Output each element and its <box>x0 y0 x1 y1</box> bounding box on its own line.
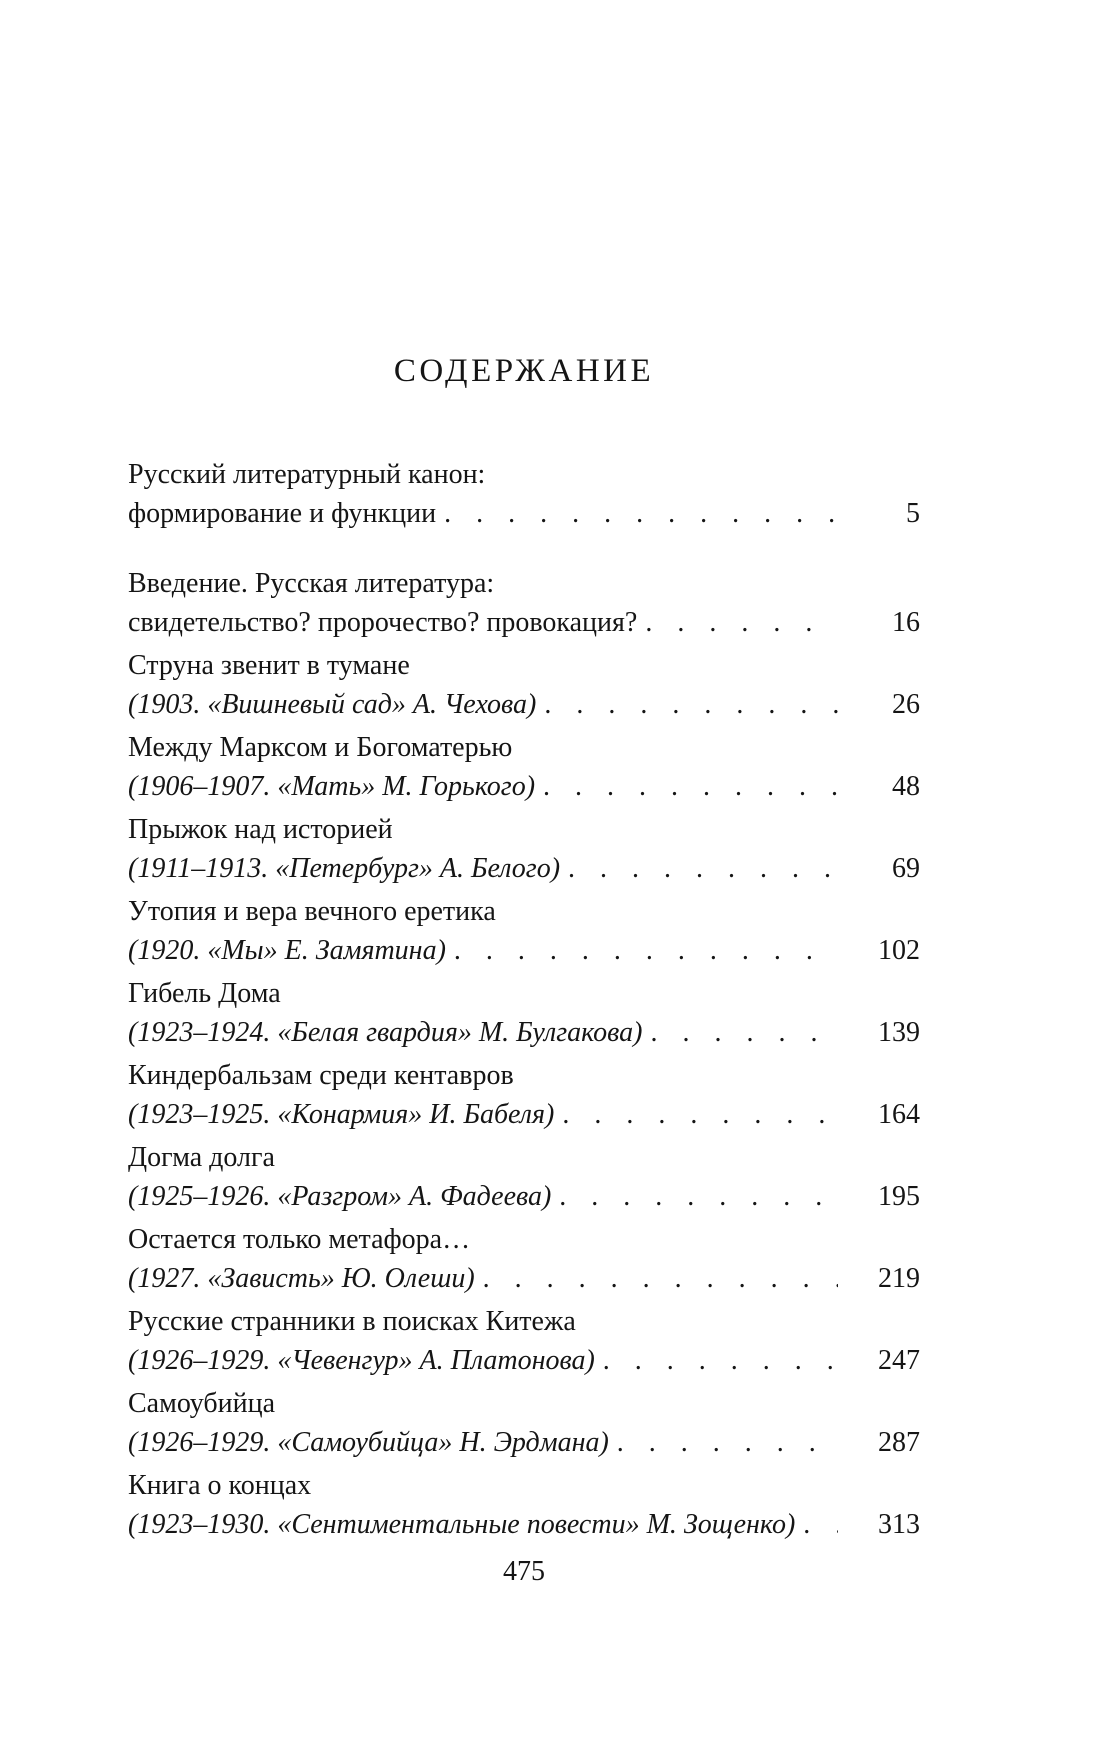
leader-dots <box>603 1341 838 1380</box>
leader-dots <box>544 685 838 724</box>
entry-page-number: 69 <box>892 853 920 884</box>
entry-subtitle-row <box>128 1259 920 1298</box>
toc-list <box>128 455 920 1548</box>
entry-subtitle-row <box>128 849 920 888</box>
entry-page-number: 139 <box>878 1017 920 1048</box>
entry-title: Прыжок над историей <box>128 814 393 845</box>
entry-subtitle: (1923–1925. «Конармия» И. Бабеля) <box>128 1099 555 1130</box>
entry-subtitle: формирование и функции <box>128 498 437 529</box>
entry-title: Русский литературный канон: <box>128 459 486 490</box>
entry-subtitle-row <box>128 767 920 806</box>
entry-title: Гибель Дома <box>128 978 281 1009</box>
entry-subtitle-row <box>128 494 920 533</box>
toc-entry <box>128 1466 920 1544</box>
entry-subtitle: (1923–1930. «Сентиментальные повести» М. Зощенко) <box>128 1509 796 1540</box>
leader-dots <box>559 1177 838 1216</box>
entry-title: Самоубийца <box>128 1388 276 1419</box>
entry-subtitle-row <box>128 1423 920 1462</box>
entry-page-number: 313 <box>878 1509 920 1540</box>
toc-entry <box>128 455 920 533</box>
toc-entry <box>128 892 920 970</box>
toc-entry <box>128 1056 920 1134</box>
toc-entry <box>128 564 920 642</box>
entry-page-number: 195 <box>878 1181 920 1212</box>
entry-page-number: 48 <box>892 771 920 802</box>
entry-title: Остается только метафора… <box>128 1224 471 1255</box>
entry-subtitle-row <box>128 1013 920 1052</box>
entry-subtitle: (1920. «Мы» Е. Замятина) <box>128 935 446 966</box>
entry-title: Введение. Русская литература: <box>128 568 495 599</box>
entry-title: Русские странники в поисках Китежа <box>128 1306 576 1337</box>
entry-subtitle: (1911–1913. «Петербург» А. Белого) <box>128 853 561 884</box>
entry-title: Струна звенит в тумане <box>128 650 410 681</box>
entry-page-number: 287 <box>878 1427 920 1458</box>
leader-dots <box>568 849 838 888</box>
leader-dots <box>562 1095 838 1134</box>
entry-page-number: 219 <box>878 1263 920 1294</box>
entry-title: Догма долга <box>128 1142 275 1173</box>
leader-dots <box>483 1259 838 1298</box>
leader-dots <box>454 931 838 970</box>
entry-page-number: 16 <box>892 607 920 638</box>
entry-subtitle-row <box>128 1341 920 1380</box>
toc-entry <box>128 1302 920 1380</box>
entry-subtitle: (1923–1924. «Белая гвардия» М. Булгакова) <box>128 1017 643 1048</box>
entry-subtitle-row <box>128 1505 920 1544</box>
leader-dots <box>543 767 838 806</box>
toc-entry <box>128 1138 920 1216</box>
leader-dots <box>650 1013 838 1052</box>
leader-dots <box>645 603 838 642</box>
entry-subtitle: (1927. «Зависть» Ю. Олеши) <box>128 1263 475 1294</box>
entry-subtitle-row <box>128 1177 920 1216</box>
folio-page-number: 475 <box>503 1556 545 1587</box>
entry-page-number: 247 <box>878 1345 920 1376</box>
entry-subtitle-row <box>128 603 920 642</box>
toc-entry <box>128 1384 920 1462</box>
entry-subtitle: (1926–1929. «Чевенгур» А. Платонова) <box>128 1345 595 1376</box>
toc-entry <box>128 1220 920 1298</box>
page-title: СОДЕРЖАНИЕ <box>393 353 655 389</box>
entry-title: Утопия и вера вечного еретика <box>128 896 496 927</box>
entry-page-number: 164 <box>878 1099 920 1130</box>
entry-subtitle-row <box>128 931 920 970</box>
leader-dots <box>617 1423 838 1462</box>
entry-page-number: 5 <box>906 498 920 529</box>
toc-entry <box>128 728 920 806</box>
entry-title: Между Марксом и Богоматерью <box>128 732 513 763</box>
leader-dots <box>444 494 838 533</box>
toc-entry <box>128 646 920 724</box>
entry-title: Киндербальзам среди кентавров <box>128 1060 514 1091</box>
entry-subtitle-row <box>128 685 920 724</box>
entry-subtitle: свидетельство? пророчество? провокация? <box>128 607 638 638</box>
entry-page-number: 102 <box>878 935 920 966</box>
entry-subtitle: (1906–1907. «Мать» М. Горького) <box>128 771 536 802</box>
toc-entry <box>128 974 920 1052</box>
entry-subtitle: (1926–1929. «Самоубийца» Н. Эрдмана) <box>128 1427 609 1458</box>
entry-title: Книга о концах <box>128 1470 312 1501</box>
toc-entry <box>128 810 920 888</box>
entry-subtitle: (1903. «Вишневый сад» А. Чехова) <box>128 689 537 720</box>
leader-dots <box>803 1505 838 1544</box>
entry-page-number: 26 <box>892 689 920 720</box>
entry-subtitle-row <box>128 1095 920 1134</box>
entry-subtitle: (1925–1926. «Разгром» А. Фадеева) <box>128 1181 552 1212</box>
